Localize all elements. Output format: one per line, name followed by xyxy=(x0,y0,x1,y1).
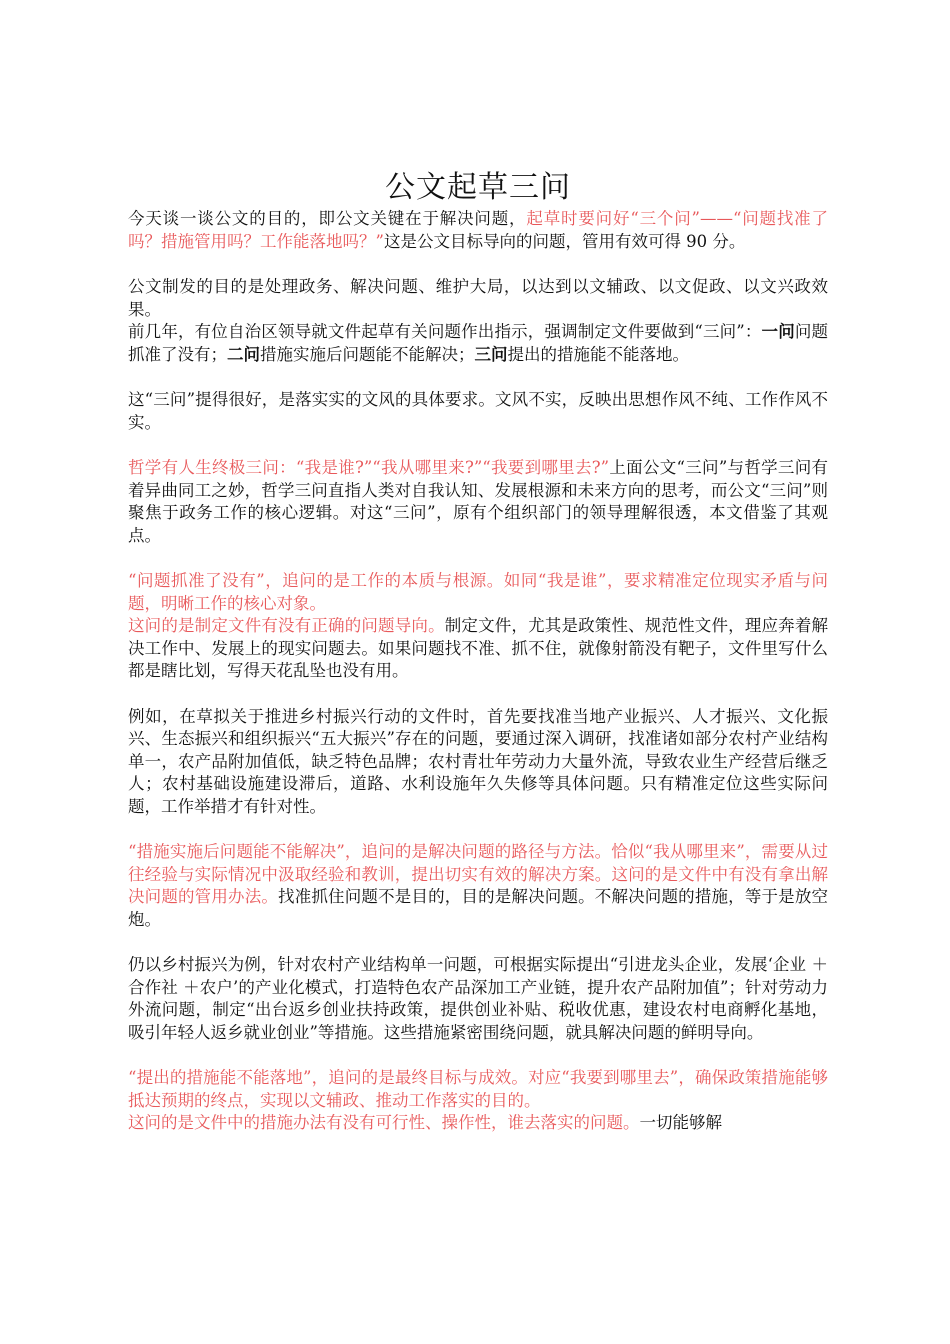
paragraph-style: 这“三问”提得很好，是落实实的文风的具体要求。文风不实，反映出思想作风不纯、工作作风不实。 xyxy=(128,390,828,432)
question-two-text: 找准抓住问题不是目的，目的是解决问题。不解决问题的措施，等于是放空炮。 xyxy=(128,887,829,929)
second-question-label: 二问 xyxy=(227,344,260,364)
paragraph-intro xyxy=(128,208,828,253)
paragraph-gap xyxy=(128,547,828,570)
paragraph-example-two: 仍以乡村振兴为例，针对农村产业结构单一问题，可根据实际提出“引进龙头企业，发展‘企业 ＋合作社 ＋农户’的产业化模式，打造特色农产品深加工产业链，提升农产品附加值”；针对劳动力外流问题，制定“出台返乡创业扶持政策，提供创业补贴、税收优惠，建设农村电商孵化基地，吸引年轻人返乡就业创业”等措施。这些措施紧密围绕问题，就具解决问题的鲜明导向。 xyxy=(128,955,828,1042)
paragraph-purpose: 公文制发的目的是处理政务、解决问题、维护大局，以达到以文辅政、以文促政、以文兴政效果。 xyxy=(128,277,828,319)
paragraph-gap xyxy=(128,818,828,841)
first-question-label: 一问 xyxy=(761,322,795,341)
second-question-text: 措施实施后问题能不能解决； xyxy=(260,344,475,364)
paragraph-gap xyxy=(128,683,828,706)
paragraph-gap xyxy=(128,1044,828,1067)
question-one-highlight: 这问的是制定文件有没有正确的问题导向。 xyxy=(128,616,445,635)
paragraph-gap xyxy=(128,253,828,276)
paragraph-gap xyxy=(128,434,828,457)
paragraph-question-two xyxy=(128,841,828,931)
question-three-highlight: 这问的是文件中的措施办法有没有可行性、操作性，谁去落实的问题。 xyxy=(128,1113,640,1132)
intro-highlight: 起草时要问好“三个问”——“问题找准了吗？措施管用吗？工作能落地吗？” xyxy=(128,209,829,251)
question-two-highlight: “措施实施后问题能不能解决”，追问的是解决问题的路径与方法。恰似“我从哪里来”，需要从过往经验与实际情况中汲取经验和教训，提出切实有效的解决方案。这问的是文件中有没有拿出解决问题的管用办法。 xyxy=(128,842,828,906)
third-question-text: 提出的措施能不能落地。 xyxy=(507,344,689,364)
philosophy-text: 上面公文“三问”与哲学三问有着异曲同工之妙，哲学三问直指人类对自我认知、发展根源和未来方向的思考，而公文“三问”则聚焦于政务工作的核心逻辑。对这“三问”，原有个组织部门的领导理解很透，本文借鉴了其观点。 xyxy=(128,458,829,545)
intro-text-end: 这是公文目标导向的问题，管用有效可得 90 分。 xyxy=(383,231,746,251)
three-questions-lead: 前几年，有位自治区领导就文件起草有关问题作出指示，强调制定文件要做到“三问”： xyxy=(128,322,762,341)
paragraph-gap xyxy=(128,366,828,389)
question-one-text: 制定文件，尤其是政策性、规范性文件，理应奔着解决工作中、发展上的现实问题去。如果问题找不准、抓不住，就像射箭没有靶子，文件里写什么都是瞎比划，写得天花乱坠也没有用。 xyxy=(128,616,829,680)
paragraph-question-three-detail xyxy=(128,1112,828,1135)
philosophy-highlight: 哲学有人生终极三问：“我是谁?”“我从哪里来?”“我要到哪里去?” xyxy=(128,458,610,477)
paragraph-gap xyxy=(128,931,828,954)
document-page xyxy=(128,168,828,1135)
question-three-text: 一切能够解 xyxy=(639,1113,722,1132)
intro-text: 今天谈一谈公文的目的，即公文关键在于解决问题， xyxy=(128,209,527,228)
paragraph-three-questions xyxy=(128,321,828,366)
paragraph-question-three: “提出的措施能不能落地”，追问的是最终目标与成效。对应“我要到哪里去”，确保政策措施能够抵达预期的终点，实现以文辅政、推动工作落实的目的。 xyxy=(128,1068,828,1110)
paragraph-question-one: “问题抓准了没有”，追问的是工作的本质与根源。如同“我是谁”，要求精准定位现实矛盾与问题，明晰工作的核心对象。 xyxy=(128,571,828,613)
document-title: 公文起草三问 xyxy=(385,170,571,205)
first-question-text: 问题抓准了没有； xyxy=(128,322,829,364)
paragraph-philosophy xyxy=(128,457,828,547)
paragraph-question-one-detail xyxy=(128,615,828,683)
third-question-label: 三问 xyxy=(474,344,508,364)
paragraph-example-one: 例如，在草拟关于推进乡村振兴行动的文件时，首先要找准当地产业振兴、人才振兴、文化振兴、生态振兴和组织振兴“五大振兴”存在的问题，要通过深入调研，找准诸如部分农村产业结构单一，农产品附加值低，缺乏特色品牌；农村青壮年劳动力大量外流，导致农业生产经营后继乏人；农村基础设施建设滞后，道路、水利设施年久失修等具体问题。只有精准定位这些实际问题，工作举措才有针对性。 xyxy=(128,706,828,816)
